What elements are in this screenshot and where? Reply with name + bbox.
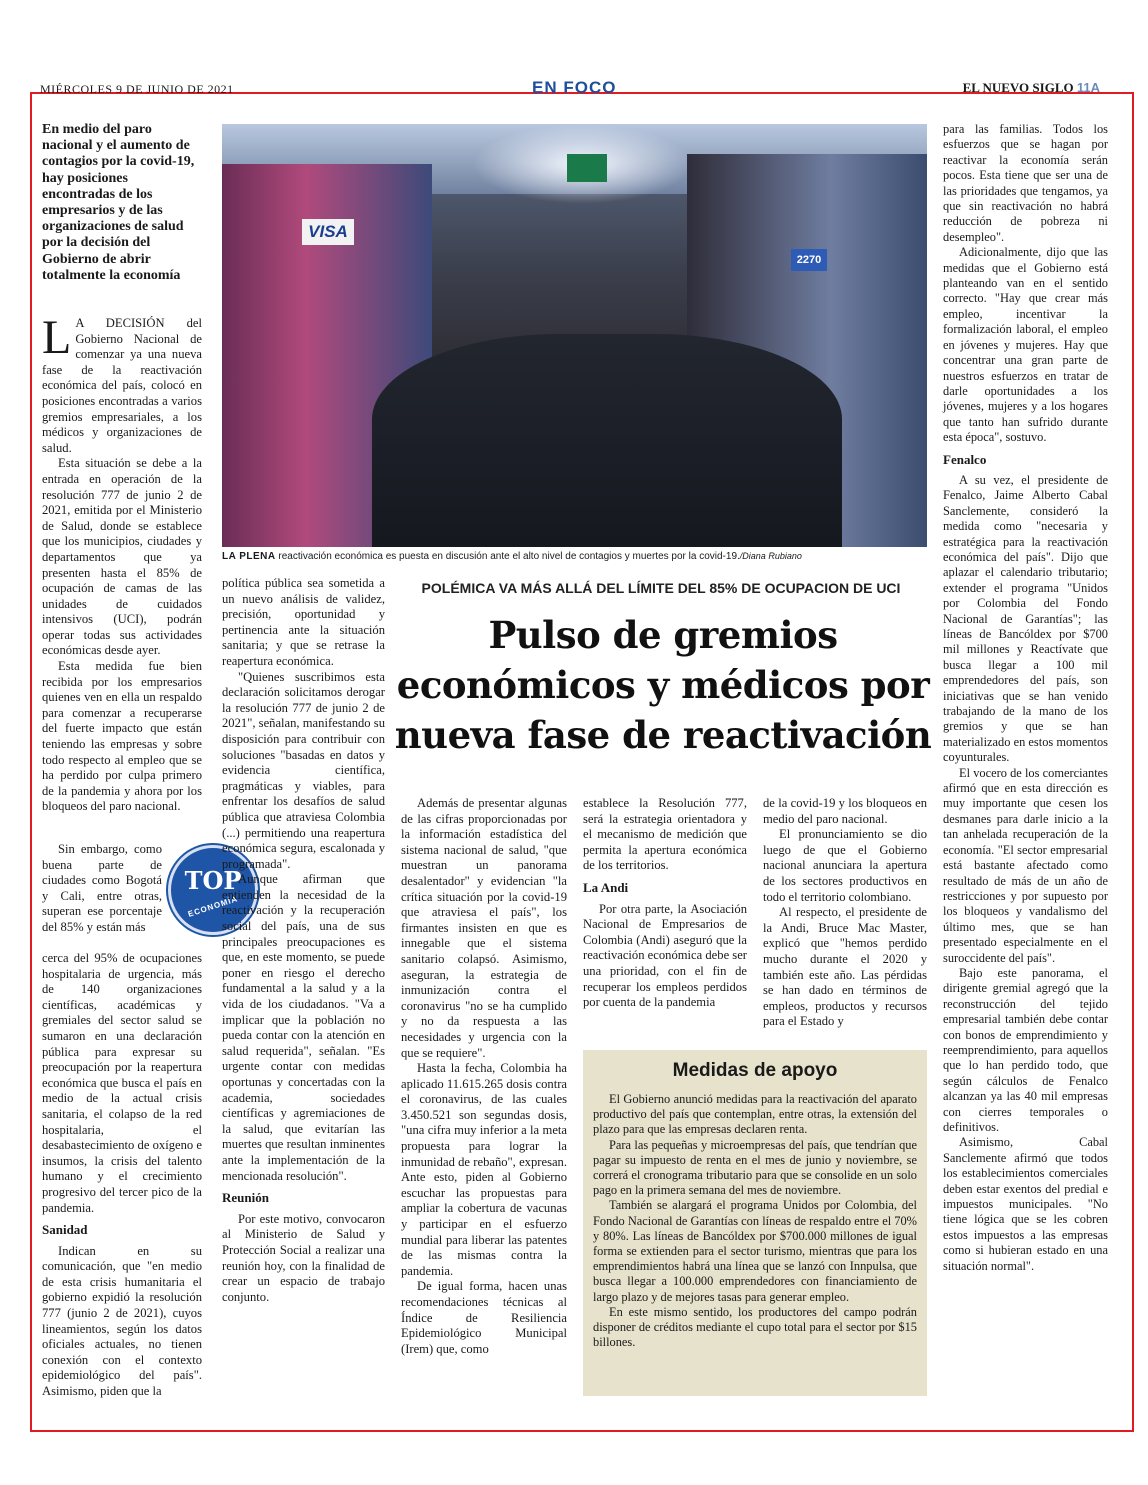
photo-crowd bbox=[372, 334, 842, 547]
paragraph: En este mismo sentido, los productores del campo podrán disponer de créditos mediante el cupo total para el sector por $15 billones. bbox=[593, 1304, 917, 1350]
section-title: EN FOCO bbox=[532, 78, 617, 97]
subhead-andi: La Andi bbox=[583, 879, 629, 895]
paragraph: También se alargará el programa Unidos por Colombia, del Fondo Nacional de Garantías con líneas de respaldo entre el 70% y 80%. Las líneas de Bancóldex por $700.000 millones de igual forma se extienden para el sector turismo, mientras que para los emprendimientos habrá una línea que se lanzó con Innpulsa, que busca llegar a 100.000 emprendedores con financiamiento de largo plazo y de mejores tasas para generar empleo. bbox=[593, 1198, 917, 1304]
column-1-wrap bbox=[42, 842, 162, 936]
newspaper-title: EL NUEVO SIGLO bbox=[962, 80, 1074, 95]
box-title: Medidas de apoyo bbox=[672, 1060, 838, 1081]
paragraph: Además de presentar algunas de las cifras proporcionadas por la información estadística del sistema nacional de salud, "que muestran un panorama desalentador" y evidencian "la crítica situación por la covid-19 que atraviesa el país", los firmantes insisten en que es innegable que el sistema sanitario colapsó. Asimismo, aseguran, la estrategia de inmunización contra el coronavirus "no se ha cumplido y no da respuesta a las necesidades y urgencia con la que se requiere". bbox=[401, 796, 567, 1060]
first-paragraph bbox=[42, 311, 202, 456]
paragraph: de la covid-19 y los bloqueos en medio del paro nacional. bbox=[763, 796, 927, 826]
paragraph-text: A DECISIÓN del Gobierno Nacional de comenzar ya una nueva fase de la reactivación económica del país, colocó en posiciones encontradas a varios gremios empresariales, a los médicos y organizaciones de salud. bbox=[42, 316, 202, 455]
subhead-sanidad: Sanidad bbox=[42, 1222, 88, 1238]
paragraph: Esta situación se debe a la entrada en operación de la resolución 777 de junio 2 de 2021, emitida por el Ministerio de Salud, donde se establece que los municipios, ciudades y departamentos que ya presenten hasta el 85% de ocupación de camas de las unidades de cuidados intensivos (UCI), podrán operar todas sus actividades económicas desde ayer. bbox=[42, 456, 202, 658]
column-5 bbox=[763, 796, 927, 1030]
page-number: 11A bbox=[1076, 80, 1100, 95]
badge-top: TOP bbox=[184, 866, 242, 895]
paragraph: Por este motivo, convocaron al Ministerio de Salud y Protección Social a realizar una reunión hoy, con la finalidad de crear un espacio de trabajo conjunto. bbox=[222, 1211, 385, 1304]
paragraph: Adicionalmente, dijo que las medidas que el Gobierno está planteando van en el sentido correcto. "Hay que crear más empleo, incentivar la formalización laboral, el empleo en jóvenes y mujeres. Hay que concentrar una gran parte de nuestros esfuerzos en tratar de darle oportunidades a los jóvenes, mujeres y a los hogares que tanto han sufrido durante esta época", sostuvo. bbox=[943, 245, 1108, 445]
paragraph: Para las pequeñas y microempresas del país, que tendrían que pagar su impuesto de renta en el mes de junio y noviembre, se correrá el cronograma tributario para que se consolide en un solo pago en la primera semana del mes de noviembre. bbox=[593, 1137, 917, 1198]
paragraph: Indican en su comunicación, que "en medio de esta crisis humanitaria el gobierno expidió la resolución 777 (junio 2 de 2021), cuyos lineamientos, según los datos oficiales actuales, no tienen conexión con el contexto epidemiológico del país". Asimismo, piden que la bbox=[42, 1243, 202, 1399]
page-header bbox=[40, 78, 1110, 98]
paragraph: Por otra parte, la Asociación Nacional de Empresarios de Colombia (Andi) aseguró que la reactivación económica debe ser una prioridad, con el fin de recuperar los empleos perdidos por cuenta de la pandemia bbox=[583, 901, 747, 1010]
column-1-bottom bbox=[42, 951, 202, 1400]
visa-sign: VISA bbox=[302, 219, 354, 245]
caption-label: LA PLENA bbox=[222, 551, 276, 562]
paragraph: Esta medida fue bien recibida por los empresarios quienes ven en ella un respaldo para comenzar a recuperarse del fuerte impacto que están teniendo las empresas y sobre todo respecto al empleo que se ha perdido por culpa primero de la pandemia y ahora por los bloqueos del paro nacional. bbox=[42, 659, 202, 814]
paragraph: "Quienes suscribimos esta declaración solicitamos derogar la resolución 777 de junio 2 de 2021", señalan, manifestando su disposición para contribuir con soluciones "basadas en datos y evidencia científica, pragmáticas y viables, para enfrentar los desafíos de salud pública que atraviesa Colombia (...) permitiendo una reapertura económica segura, escalonada y programada". bbox=[222, 669, 385, 871]
headline: Pulso de gremios económicos y médicos por nueva fase de reactivación bbox=[394, 613, 932, 757]
header-date: MIÉRCOLES 9 DE JUNIO DE 2021 bbox=[40, 82, 234, 96]
column-2 bbox=[222, 576, 385, 1305]
subhead-fenalco: Fenalco bbox=[943, 451, 987, 467]
column-3 bbox=[401, 796, 567, 1357]
photo-caption bbox=[222, 550, 927, 563]
paragraph: El vocero de los comerciantes afirmó que en esta dirección es muy importante que cesen los desmanes para darle inicio a la tan anhelada recuperación de la economía. "El sector empresarial está bastante afectado como resultado de más de un año de restricciones y por supuesto por los bloqueos y vandalismo del último mes, que se han presentado especialmente en el suroccidente del país". bbox=[943, 765, 1108, 965]
paragraph: cerca del 95% de ocupaciones hospitalaria de urgencia, más de 140 organizaciones científicas, académicas y gremiales del sector salud se sumaron en una declaración pública para expresar su preocupación por la reapertura económica que busca el país en medio de la actual crisis sanitaria, el colapso de la red hospitalaria, el desabastecimiento de oxígeno e insumos, la crisis del talento humano y el crecimiento progresivo del tercer pico de la pandemia. bbox=[42, 951, 202, 1215]
paragraph: establece la Resolución 777, será la estrategia orientadora y el mecanismo de medición que permita la apertura económica de los territorios. bbox=[583, 796, 747, 873]
exit-sign bbox=[567, 154, 607, 182]
box-body bbox=[583, 1092, 927, 1350]
paragraph: De igual forma, hacen unas recomendaciones técnicas al Índice de Resiliencia Epidemiológico Municipal (Irem) que, como bbox=[401, 1279, 567, 1356]
headline-kicker: POLÉMICA VA MÁS ALLÁ DEL LÍMITE DEL 85% DE OCUPACION DE UCI bbox=[421, 580, 901, 596]
paragraph: El Gobierno anunció medidas para la reactivación del aparato productivo del país que contemplan, entre otras, la extensión del plazo para que las empresas declaren renta. bbox=[593, 1092, 917, 1137]
drop-cap: L bbox=[42, 311, 72, 364]
badge-economia: ECONOMÍA bbox=[186, 894, 240, 919]
paragraph: A su vez, el presidente de Fenalco, Jaime Alberto Cabal Sanclemente, consideró la medida como "necesaria y estratégica para la reactivación económica del país". Dijo que aplazar el calendario tributario; extender el programa "Unidos por Colombia del Fondo Nacional de Garantías"; las líneas de Bancóldex por $700 mil millones y Reactívate que busca llegar a 100 mil emprendedores del país, son iniciativas que se han venido trabajando de la mano de los gremios y que se han materializado en estos momentos coyunturales. bbox=[943, 472, 1108, 765]
column-4 bbox=[583, 796, 747, 1011]
column-6 bbox=[943, 122, 1108, 1274]
support-measures-box bbox=[583, 1050, 927, 1396]
column-1-top bbox=[42, 311, 202, 815]
paragraph: El pronunciamiento se dio luego de que el Gobierno nacional anunciara la apertura de los sectores productivos en todo el territorio colombiano. bbox=[763, 827, 927, 904]
paragraph: Aunque afirman que entienden la necesidad de la reactivación y la recuperación social del país, una de sus principales preocupaciones es que, en este momento, se puede poner en riesgo el derecho fundamental a la salud y a la vida de los ciudadanos. "Va a implicar que la población no pueda contar con la atención en salud requerida", señalan. "Es urgente contar con medidas oportunas y concertadas con la academia, sociedades científicas y agremiaciones de la salud, que evitarían las muertes que resultan inminentes ante la implementación de la mencionada resolución". bbox=[222, 872, 385, 1183]
paragraph: Bajo este panorama, el dirigente gremial agregó que la reconstrucción del tejido empresarial también debe contar con bonos de emprendimiento y reemprendimiento, para aquellos que lo han perdido todo, que según cálculos de Fenalco alcanzan ya las 40 mil empresas con cierres temporales o definitivos. bbox=[943, 965, 1108, 1134]
market-photo bbox=[222, 124, 927, 547]
paragraph: Al respecto, el presidente de la Andi, Bruce Mac Master, explicó que "hemos perdido mucho durante el 2020 y también este año. Las pérdidas se han dado en términos de empleos, productos y recursos para el Estado y bbox=[763, 905, 927, 1029]
paragraph: para las familias. Todos los esfuerzos que se hagan por reactivar la economía serán pocos. Esta tiene que ser una de las prioridades que tengamos, ya que sin reactivación no habrá reducción de pobreza ni desempleo". bbox=[943, 122, 1108, 244]
caption-credit: /Diana Rubiano bbox=[739, 551, 802, 561]
lead-summary: En medio del paro nacional y el aumento de contagios por la covid-19, hay posiciones encontradas de los empresarios y de las organizaciones de salud por la decisión del Gobierno de abrir totalmente la economía bbox=[42, 122, 195, 283]
paragraph: Asimismo, Cabal Sanclemente afirmó que todos los establecimientos comerciales deben estar exentos del predial e impuestos municipales. "No tiene lógica que se les cobren estos impuestos a las empresas como si hubieran estado en una situación normal". bbox=[943, 1135, 1108, 1273]
paragraph: Hasta la fecha, Colombia ha aplicado 11.615.265 dosis contra el coronavirus, de las cuales 3.450.521 son segundas dosis, "una cifra muy inferior a la meta propuesta para lograr la inmunidad de rebaño", expresan. Ante esto, piden al Gobierno escuchar las propuestas para ampliar la cobertura de vacunas y participar en el esfuerzo mundial para liberar las patentes de las mismas contra la pandemia. bbox=[401, 1061, 567, 1278]
paragraph: Sin embargo, como buena parte de ciudades como Bogotá y Cali, entre otras, superan ese porcentaje del 85% y están más bbox=[42, 842, 162, 934]
newspaper-name bbox=[963, 80, 1100, 96]
caption-text: reactivación económica es puesta en discusión ante el alto nivel de contagios y muertes por la covid-19. bbox=[275, 551, 740, 562]
paragraph: política pública sea sometida a un nuevo análisis de validez, precisión, oportunidad y pertinencia ante la situación sanitaria; y que se retrase la reapertura económica. bbox=[222, 576, 385, 668]
subhead-reunion: Reunión bbox=[222, 1190, 269, 1206]
price-tag: 2270 bbox=[791, 249, 827, 271]
